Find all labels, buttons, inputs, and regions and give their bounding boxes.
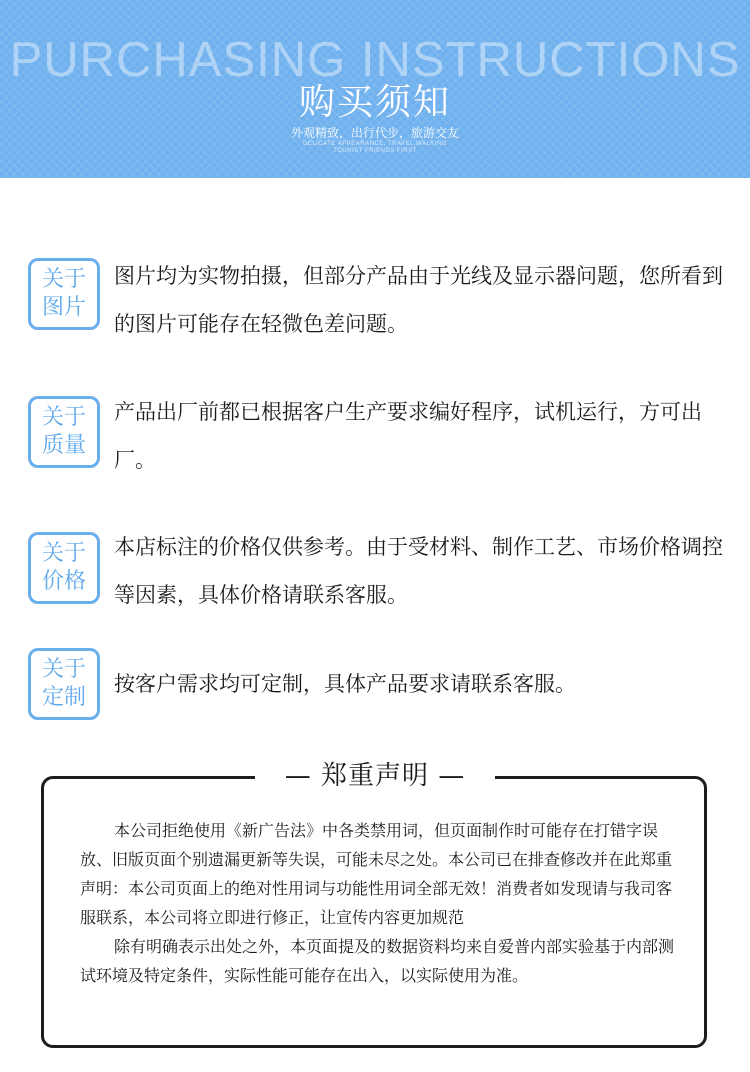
info-text-price: 本店标注的价格仅供参考。由于受材料、制作工艺、市场价格调控等因素，具体价格请联系客服。 [114, 535, 723, 607]
info-text-quality: 产品出厂前都已根据客户生产要求编好程序，试机运行，方可出厂。 [114, 400, 702, 472]
badge-label-bottom: 定制 [41, 685, 86, 710]
info-text-custom: 按客户需求均可定制，具体产品要求请联系客服。 [114, 672, 576, 696]
badge-label-top: 关于 [41, 541, 86, 566]
badge-custom [28, 648, 100, 720]
badge-quality [28, 396, 100, 468]
banner-subtitle: 外观精致，出行代步，旅游交友 [290, 126, 459, 140]
badge-pictures [28, 258, 100, 330]
banner-tiny-line-1: DELICATE APPEARANCE, TRAVEL,WALKING [303, 141, 447, 147]
disclaimer-paragraph-2: 除有明确表示出处之外，本页面提及的数据资料均来自爱普内部实验基于内部测试环境及特定条件，实际性能可能存在出入，以实际使用为准。 [80, 937, 675, 985]
banner-title-cn: 购买须知 [298, 82, 451, 123]
disclaimer-paragraph-1: 本公司拒绝使用《新广告法》中各类禁用词，但页面制作时可能存在打错字误放、旧版页面个别遗漏更新等失误，可能未尽之处。本公司已在排查修改并在此郑重声明：本公司页面上的绝对性用词与功能性用词全部无效！消费者如发现请与我司客服联系，本公司将立即进行修正，让宣传内容更加规范 [80, 821, 673, 927]
badge-label-top: 关于 [41, 657, 86, 682]
disclaimer-title-wrap [0, 756, 750, 796]
banner-tiny-line-2: TOURIST FRIENDS FIRST [333, 148, 417, 154]
banner-tiny-text [0, 141, 750, 155]
badge-price [28, 532, 100, 604]
badge-label-top: 关于 [41, 405, 86, 430]
disclaimer-title: — 郑重声明 — [255, 756, 496, 796]
banner-title-en: PURCHASING INSTRUCTIONS [9, 33, 741, 87]
badge-label-bottom: 质量 [41, 433, 86, 458]
header-banner [0, 0, 750, 178]
badge-label-bottom: 图片 [41, 295, 86, 320]
info-text-pictures: 图片均为实物拍摄，但部分产品由于光线及显示器问题，您所看到的图片可能存在轻微色差问题。 [114, 264, 723, 336]
disclaimer-body [80, 816, 680, 990]
badge-label-bottom: 价格 [41, 569, 86, 594]
badge-label-top: 关于 [41, 267, 86, 292]
